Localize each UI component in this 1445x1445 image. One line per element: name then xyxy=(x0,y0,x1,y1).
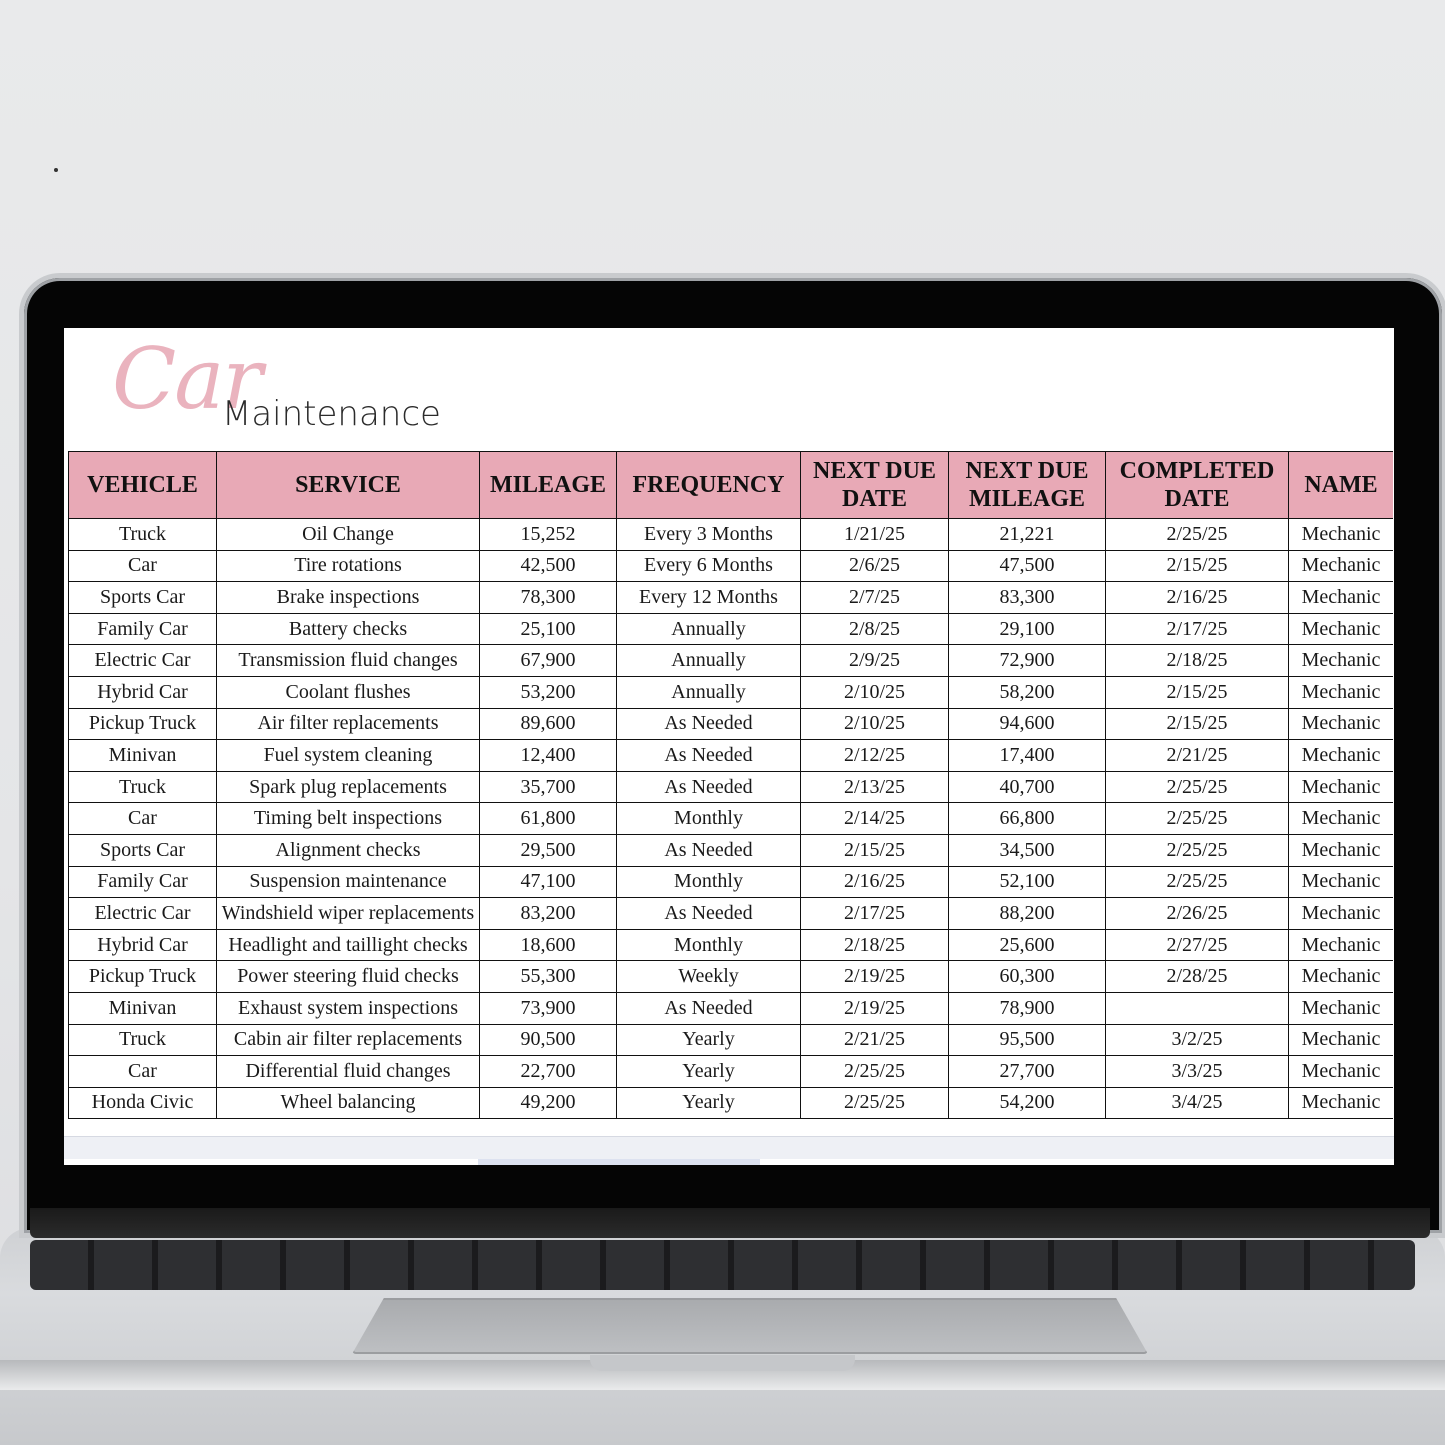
cell-next-due-mileage[interactable]: 54,200 xyxy=(949,1087,1106,1119)
cell-next-due-date[interactable]: 2/16/25 xyxy=(801,866,949,898)
cell-next-due-mileage[interactable]: 40,700 xyxy=(949,771,1106,803)
cell-vehicle[interactable]: Pickup Truck xyxy=(69,708,217,740)
cell-name[interactable]: Mechanic xyxy=(1289,771,1394,803)
cell-name[interactable]: Mechanic xyxy=(1289,645,1394,677)
cell-mileage[interactable]: 49,200 xyxy=(480,1087,617,1119)
cell-vehicle[interactable]: Car xyxy=(69,1056,217,1088)
table-row xyxy=(69,519,1394,551)
cell-vehicle[interactable]: Car xyxy=(69,803,217,835)
laptop-notch xyxy=(590,1355,855,1371)
cell-next-due-mileage[interactable]: 95,500 xyxy=(949,1024,1106,1056)
header-next-due-mileage[interactable]: NEXT DUE MILEAGE xyxy=(949,452,1106,519)
laptop-keyboard xyxy=(30,1240,1415,1290)
cell-service[interactable]: Differential fluid changes xyxy=(217,1056,480,1088)
cell-next-due-date[interactable]: 2/6/25 xyxy=(801,550,949,582)
cell-mileage[interactable]: 53,200 xyxy=(480,676,617,708)
scrollbar-thumb[interactable] xyxy=(478,1159,760,1165)
cell-completed-date[interactable]: 2/21/25 xyxy=(1106,740,1289,772)
cell-vehicle[interactable]: Family Car xyxy=(69,613,217,645)
cell-completed-date[interactable]: 2/25/25 xyxy=(1106,866,1289,898)
cell-name[interactable]: Mechanic xyxy=(1289,1024,1394,1056)
cell-completed-date[interactable]: 2/27/25 xyxy=(1106,929,1289,961)
cell-service[interactable]: Coolant flushes xyxy=(217,676,480,708)
cell-frequency[interactable]: Yearly xyxy=(617,1024,801,1056)
cell-vehicle[interactable]: Minivan xyxy=(69,740,217,772)
cell-next-due-date[interactable]: 2/10/25 xyxy=(801,708,949,740)
cell-vehicle[interactable]: Family Car xyxy=(69,866,217,898)
table-row xyxy=(69,1087,1394,1119)
cell-next-due-mileage[interactable]: 94,600 xyxy=(949,708,1106,740)
title-script: Car xyxy=(112,330,261,428)
cell-frequency[interactable]: Annually xyxy=(617,613,801,645)
table-row xyxy=(69,898,1394,930)
cell-service[interactable]: Alignment checks xyxy=(217,834,480,866)
cell-completed-date[interactable]: 2/28/25 xyxy=(1106,961,1289,993)
header-next-due-date[interactable]: NEXT DUE DATE xyxy=(801,452,949,519)
cell-completed-date[interactable]: 2/26/25 xyxy=(1106,898,1289,930)
cell-next-due-mileage[interactable]: 34,500 xyxy=(949,834,1106,866)
cell-vehicle[interactable]: Sports Car xyxy=(69,582,217,614)
cell-frequency[interactable]: Every 3 Months xyxy=(617,519,801,551)
cell-vehicle[interactable]: Truck xyxy=(69,519,217,551)
cell-name[interactable]: Mechanic xyxy=(1289,613,1394,645)
cell-next-due-mileage[interactable]: 27,700 xyxy=(949,1056,1106,1088)
title-main: Maintenance xyxy=(222,394,441,434)
cell-frequency[interactable]: Monthly xyxy=(617,929,801,961)
cell-next-due-date[interactable]: 2/21/25 xyxy=(801,1024,949,1056)
cell-frequency[interactable]: As Needed xyxy=(617,992,801,1024)
cell-next-due-mileage[interactable]: 58,200 xyxy=(949,676,1106,708)
cell-completed-date[interactable] xyxy=(1106,992,1289,1024)
header-vehicle[interactable]: VEHICLE xyxy=(69,452,217,519)
cell-name[interactable]: Mechanic xyxy=(1289,676,1394,708)
table-row xyxy=(69,645,1394,677)
cell-next-due-date[interactable]: 2/10/25 xyxy=(801,676,949,708)
table-row xyxy=(69,929,1394,961)
header-completed-date[interactable]: COMPLETED DATE xyxy=(1106,452,1289,519)
cell-mileage[interactable]: 73,900 xyxy=(480,992,617,1024)
cell-next-due-date[interactable]: 2/17/25 xyxy=(801,898,949,930)
cell-frequency[interactable]: Annually xyxy=(617,645,801,677)
cell-completed-date[interactable]: 2/16/25 xyxy=(1106,582,1289,614)
cell-name[interactable]: Mechanic xyxy=(1289,992,1394,1024)
cell-completed-date[interactable]: 2/15/25 xyxy=(1106,550,1289,582)
cell-next-due-date[interactable]: 2/19/25 xyxy=(801,992,949,1024)
cell-name[interactable]: Mechanic xyxy=(1289,1087,1394,1119)
cell-next-due-date[interactable]: 2/15/25 xyxy=(801,834,949,866)
table-row xyxy=(69,1056,1394,1088)
cell-name[interactable]: Mechanic xyxy=(1289,708,1394,740)
cell-mileage[interactable]: 90,500 xyxy=(480,1024,617,1056)
cell-vehicle[interactable]: Sports Car xyxy=(69,834,217,866)
table-row xyxy=(69,708,1394,740)
cell-next-due-date[interactable]: 2/9/25 xyxy=(801,645,949,677)
cell-service[interactable]: Cabin air filter replacements xyxy=(217,1024,480,1056)
cell-service[interactable]: Battery checks xyxy=(217,613,480,645)
cell-next-due-mileage[interactable]: 25,600 xyxy=(949,929,1106,961)
cell-completed-date[interactable]: 3/2/25 xyxy=(1106,1024,1289,1056)
cell-service[interactable]: Tire rotations xyxy=(217,550,480,582)
cell-mileage[interactable]: 78,300 xyxy=(480,582,617,614)
table-row xyxy=(69,740,1394,772)
cell-mileage[interactable]: 42,500 xyxy=(480,550,617,582)
cell-next-due-mileage[interactable]: 66,800 xyxy=(949,803,1106,835)
table-row xyxy=(69,834,1394,866)
cell-next-due-mileage[interactable]: 78,900 xyxy=(949,992,1106,1024)
maintenance-table xyxy=(68,451,1393,1119)
cell-completed-date[interactable]: 2/25/25 xyxy=(1106,803,1289,835)
table-row xyxy=(69,992,1394,1024)
cell-name[interactable]: Mechanic xyxy=(1289,866,1394,898)
cell-next-due-mileage[interactable]: 52,100 xyxy=(949,866,1106,898)
maintenance-table-container xyxy=(68,451,1393,1135)
cell-mileage[interactable]: 55,300 xyxy=(480,961,617,993)
cell-service[interactable]: Timing belt inspections xyxy=(217,803,480,835)
cell-next-due-date[interactable]: 2/25/25 xyxy=(801,1087,949,1119)
cell-next-due-mileage[interactable]: 29,100 xyxy=(949,613,1106,645)
cell-name[interactable]: Mechanic xyxy=(1289,803,1394,835)
table-row xyxy=(69,613,1394,645)
table-row xyxy=(69,582,1394,614)
cell-frequency[interactable]: Every 6 Months xyxy=(617,550,801,582)
cell-next-due-date[interactable]: 2/12/25 xyxy=(801,740,949,772)
cell-vehicle[interactable]: Honda Civic xyxy=(69,1087,217,1119)
cell-vehicle[interactable]: Electric Car xyxy=(69,645,217,677)
cell-vehicle[interactable]: Pickup Truck xyxy=(69,961,217,993)
cell-mileage[interactable]: 12,400 xyxy=(480,740,617,772)
cell-frequency[interactable]: Monthly xyxy=(617,866,801,898)
cell-mileage[interactable]: 18,600 xyxy=(480,929,617,961)
cell-frequency[interactable]: As Needed xyxy=(617,771,801,803)
horizontal-scrollbar[interactable] xyxy=(64,1136,1394,1159)
cell-frequency[interactable]: Yearly xyxy=(617,1056,801,1088)
cell-service[interactable]: Oil Change xyxy=(217,519,480,551)
cell-completed-date[interactable]: 3/4/25 xyxy=(1106,1087,1289,1119)
cell-mileage[interactable]: 15,252 xyxy=(480,519,617,551)
cell-next-due-date[interactable]: 2/25/25 xyxy=(801,1056,949,1088)
cell-vehicle[interactable]: Electric Car xyxy=(69,898,217,930)
table-row xyxy=(69,676,1394,708)
cell-next-due-mileage[interactable]: 60,300 xyxy=(949,961,1106,993)
cell-completed-date[interactable]: 2/18/25 xyxy=(1106,645,1289,677)
cell-mileage[interactable]: 22,700 xyxy=(480,1056,617,1088)
cell-service[interactable]: Spark plug replacements xyxy=(217,771,480,803)
cell-next-due-mileage[interactable]: 88,200 xyxy=(949,898,1106,930)
cell-service[interactable]: Air filter replacements xyxy=(217,708,480,740)
table-row xyxy=(69,961,1394,993)
cell-next-due-date[interactable]: 2/7/25 xyxy=(801,582,949,614)
cell-next-due-mileage[interactable]: 83,300 xyxy=(949,582,1106,614)
table-header-row xyxy=(69,452,1394,519)
cell-mileage[interactable]: 35,700 xyxy=(480,771,617,803)
cell-name[interactable]: Mechanic xyxy=(1289,834,1394,866)
cell-name[interactable]: Mechanic xyxy=(1289,898,1394,930)
cell-name[interactable]: Mechanic xyxy=(1289,582,1394,614)
cell-frequency[interactable]: Yearly xyxy=(617,1087,801,1119)
table-row xyxy=(69,550,1394,582)
cell-vehicle[interactable]: Minivan xyxy=(69,992,217,1024)
header-name[interactable]: NAME xyxy=(1289,452,1394,519)
cell-name[interactable]: Mechanic xyxy=(1289,519,1394,551)
cell-name[interactable]: Mechanic xyxy=(1289,740,1394,772)
cell-completed-date[interactable]: 2/25/25 xyxy=(1106,771,1289,803)
cell-mileage[interactable]: 29,500 xyxy=(480,834,617,866)
cell-mileage[interactable]: 89,600 xyxy=(480,708,617,740)
cell-frequency[interactable]: As Needed xyxy=(617,898,801,930)
cell-next-due-date[interactable]: 2/18/25 xyxy=(801,929,949,961)
cell-mileage[interactable]: 83,200 xyxy=(480,898,617,930)
cell-vehicle[interactable]: Truck xyxy=(69,771,217,803)
wall-speck xyxy=(54,168,58,172)
cell-service[interactable]: Suspension maintenance xyxy=(217,866,480,898)
cell-service[interactable]: Power steering fluid checks xyxy=(217,961,480,993)
cell-next-due-date[interactable]: 2/19/25 xyxy=(801,961,949,993)
cell-frequency[interactable]: As Needed xyxy=(617,740,801,772)
cell-frequency[interactable]: Weekly xyxy=(617,961,801,993)
cell-service[interactable]: Transmission fluid changes xyxy=(217,645,480,677)
cell-completed-date[interactable]: 2/15/25 xyxy=(1106,676,1289,708)
cell-service[interactable]: Windshield wiper replacements xyxy=(217,898,480,930)
cell-frequency[interactable]: Every 12 Months xyxy=(617,582,801,614)
table-row xyxy=(69,1024,1394,1056)
cell-next-due-date[interactable]: 1/21/25 xyxy=(801,519,949,551)
header-service[interactable]: SERVICE xyxy=(217,452,480,519)
cell-service[interactable]: Fuel system cleaning xyxy=(217,740,480,772)
cell-next-due-date[interactable]: 2/14/25 xyxy=(801,803,949,835)
cell-mileage[interactable]: 25,100 xyxy=(480,613,617,645)
cell-next-due-mileage[interactable]: 47,500 xyxy=(949,550,1106,582)
cell-mileage[interactable]: 61,800 xyxy=(480,803,617,835)
cell-service[interactable]: Brake inspections xyxy=(217,582,480,614)
cell-mileage[interactable]: 47,100 xyxy=(480,866,617,898)
cell-service[interactable]: Headlight and taillight checks xyxy=(217,929,480,961)
header-mileage[interactable]: MILEAGE xyxy=(480,452,617,519)
cell-name[interactable]: Mechanic xyxy=(1289,1056,1394,1088)
table-row xyxy=(69,771,1394,803)
cell-frequency[interactable]: As Needed xyxy=(617,834,801,866)
cell-vehicle[interactable]: Car xyxy=(69,550,217,582)
cell-vehicle[interactable]: Hybrid Car xyxy=(69,929,217,961)
cell-frequency[interactable]: As Needed xyxy=(617,708,801,740)
cell-vehicle[interactable]: Truck xyxy=(69,1024,217,1056)
cell-vehicle[interactable]: Hybrid Car xyxy=(69,676,217,708)
cell-completed-date[interactable]: 2/25/25 xyxy=(1106,834,1289,866)
cell-name[interactable]: Mechanic xyxy=(1289,961,1394,993)
cell-completed-date[interactable]: 2/25/25 xyxy=(1106,519,1289,551)
cell-name[interactable]: Mechanic xyxy=(1289,550,1394,582)
cell-completed-date[interactable]: 2/15/25 xyxy=(1106,708,1289,740)
header-frequency[interactable]: FREQUENCY xyxy=(617,452,801,519)
laptop-trackpad xyxy=(352,1298,1148,1354)
cell-name[interactable]: Mechanic xyxy=(1289,929,1394,961)
table-row xyxy=(69,866,1394,898)
cell-next-due-date[interactable]: 2/8/25 xyxy=(801,613,949,645)
cell-next-due-mileage[interactable]: 17,400 xyxy=(949,740,1106,772)
cell-service[interactable]: Exhaust system inspections xyxy=(217,992,480,1024)
cell-next-due-date[interactable]: 2/13/25 xyxy=(801,771,949,803)
cell-frequency[interactable]: Annually xyxy=(617,676,801,708)
cell-next-due-mileage[interactable]: 21,221 xyxy=(949,519,1106,551)
table-body xyxy=(69,519,1394,1119)
cell-frequency[interactable]: Monthly xyxy=(617,803,801,835)
table-row xyxy=(69,803,1394,835)
cell-completed-date[interactable]: 2/17/25 xyxy=(1106,613,1289,645)
cell-completed-date[interactable]: 3/3/25 xyxy=(1106,1056,1289,1088)
cell-mileage[interactable]: 67,900 xyxy=(480,645,617,677)
laptop-hinge xyxy=(30,1208,1430,1238)
cell-next-due-mileage[interactable]: 72,900 xyxy=(949,645,1106,677)
cell-service[interactable]: Wheel balancing xyxy=(217,1087,480,1119)
